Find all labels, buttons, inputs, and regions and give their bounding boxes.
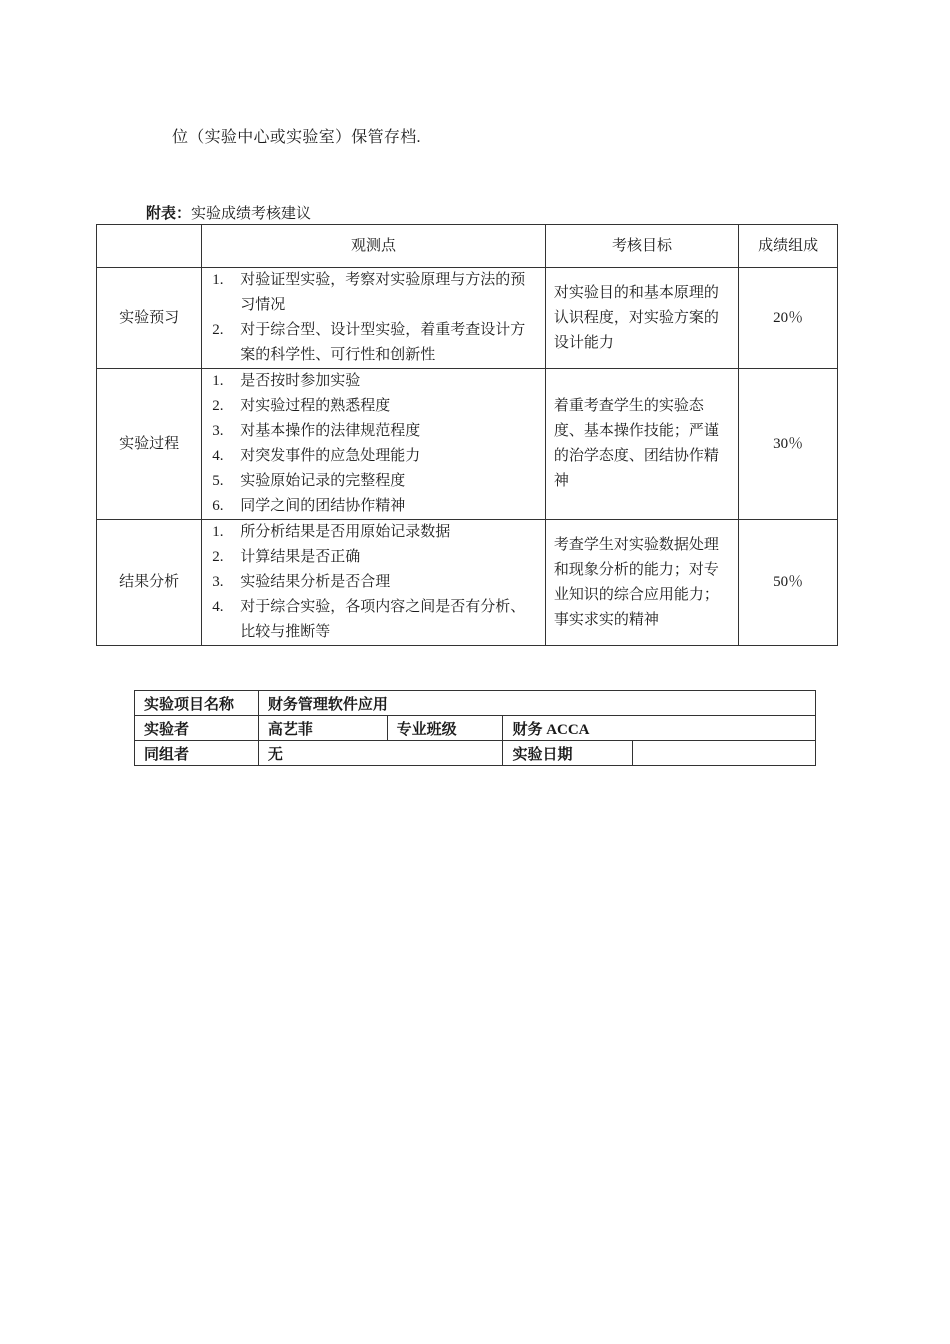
table-row xyxy=(97,520,838,646)
item-number: 1. xyxy=(212,524,224,540)
project-name-value: 财务管理软件应用 xyxy=(258,691,815,716)
item-number: 4. xyxy=(212,599,224,615)
item-number: 1. xyxy=(212,272,224,288)
list-item xyxy=(210,444,537,469)
info-row-project xyxy=(135,691,816,716)
experimenter-value: 高艺菲 xyxy=(258,716,387,741)
experimenter-label: 实验者 xyxy=(135,716,259,741)
class-value: 财务 ACCA xyxy=(503,716,816,741)
goal-cell xyxy=(545,520,738,646)
list-item xyxy=(210,369,537,394)
item-text: 对于综合实验，各项内容之间是否有分析、比较与推断等 xyxy=(240,599,526,640)
header-observations: 观测点 xyxy=(202,225,546,268)
stage-cell: 结果分析 xyxy=(97,520,202,646)
group-value: 无 xyxy=(258,741,503,766)
list-item xyxy=(210,570,537,595)
header-blank xyxy=(97,225,202,268)
item-number: 1. xyxy=(212,373,224,389)
item-number: 6. xyxy=(212,498,224,514)
item-text: 同学之间的团结协作精神 xyxy=(240,498,406,514)
header-weight: 成绩组成 xyxy=(739,225,838,268)
table-row xyxy=(97,268,838,369)
observations-cell xyxy=(202,369,546,520)
item-text: 所分析结果是否用原始记录数据 xyxy=(240,524,451,540)
table-caption xyxy=(146,202,311,223)
item-text: 是否按时参加实验 xyxy=(240,373,361,389)
observations-cell xyxy=(202,268,546,369)
list-item xyxy=(210,394,537,419)
item-text: 对实验过程的熟悉程度 xyxy=(240,398,391,414)
project-name-label: 实验项目名称 xyxy=(135,691,259,716)
header-goal: 考核目标 xyxy=(545,225,738,268)
list-item xyxy=(210,268,537,318)
list-item xyxy=(210,520,537,545)
goal-cell xyxy=(545,268,738,369)
stage-cell: 实验过程 xyxy=(97,369,202,520)
item-number: 5. xyxy=(212,473,224,489)
observation-list xyxy=(210,520,537,645)
item-number: 3. xyxy=(212,423,224,439)
observations-cell xyxy=(202,520,546,646)
observation-list xyxy=(210,268,537,368)
list-item xyxy=(210,494,537,519)
item-text: 对突发事件的应急处理能力 xyxy=(240,448,421,464)
experiment-info-table xyxy=(134,690,816,766)
item-number: 4. xyxy=(212,448,224,464)
goal-text: 对实验目的和基本原理的认识程度，对实验方案的设计能力 xyxy=(553,284,719,351)
item-text: 实验原始记录的完整程度 xyxy=(240,473,406,489)
item-number: 3. xyxy=(212,574,224,590)
caption-title: 实验成绩考核建议 xyxy=(191,206,312,222)
list-item xyxy=(210,469,537,494)
item-number: 2. xyxy=(212,549,224,565)
info-row-group xyxy=(135,741,816,766)
list-item xyxy=(210,419,537,444)
assessment-table xyxy=(96,224,838,646)
date-value xyxy=(633,741,816,766)
goal-text: 考查学生对实验数据处理和现象分析的能力；对专业知识的综合应用能力；事实求实的精神 xyxy=(553,536,719,628)
table-row xyxy=(97,369,838,520)
assessment-header-row xyxy=(97,225,838,268)
goal-text: 着重考查学生的实验态度、基本操作技能；严谨的治学态度、团结协作精神 xyxy=(553,398,719,489)
goal-cell xyxy=(545,369,738,520)
group-label: 同组者 xyxy=(135,741,259,766)
item-number: 2. xyxy=(212,398,224,414)
item-text: 对于综合型、设计型实验，着重考查设计方案的科学性、可行性和创新性 xyxy=(240,322,526,363)
weight-cell: 30％ xyxy=(739,369,838,520)
observation-list xyxy=(210,369,537,519)
date-label: 实验日期 xyxy=(503,741,633,766)
item-number: 2. xyxy=(212,322,224,338)
list-item xyxy=(210,318,537,368)
item-text: 实验结果分析是否合理 xyxy=(240,574,391,590)
item-text: 对基本操作的法律规范程度 xyxy=(240,423,421,439)
item-text: 对验证型实验，考察对实验原理与方法的预习情况 xyxy=(240,272,526,313)
stage-cell: 实验预习 xyxy=(97,268,202,369)
list-item xyxy=(210,545,537,570)
weight-cell: 20％ xyxy=(739,268,838,369)
caption-prefix: 附表： xyxy=(146,206,192,222)
list-item xyxy=(210,595,537,645)
weight-cell: 50％ xyxy=(739,520,838,646)
info-row-experimenter xyxy=(135,716,816,741)
intro-text: 位（实验中心或实验室）保管存档. xyxy=(172,129,421,146)
item-text: 计算结果是否正确 xyxy=(240,549,361,565)
class-label: 专业班级 xyxy=(387,716,503,741)
